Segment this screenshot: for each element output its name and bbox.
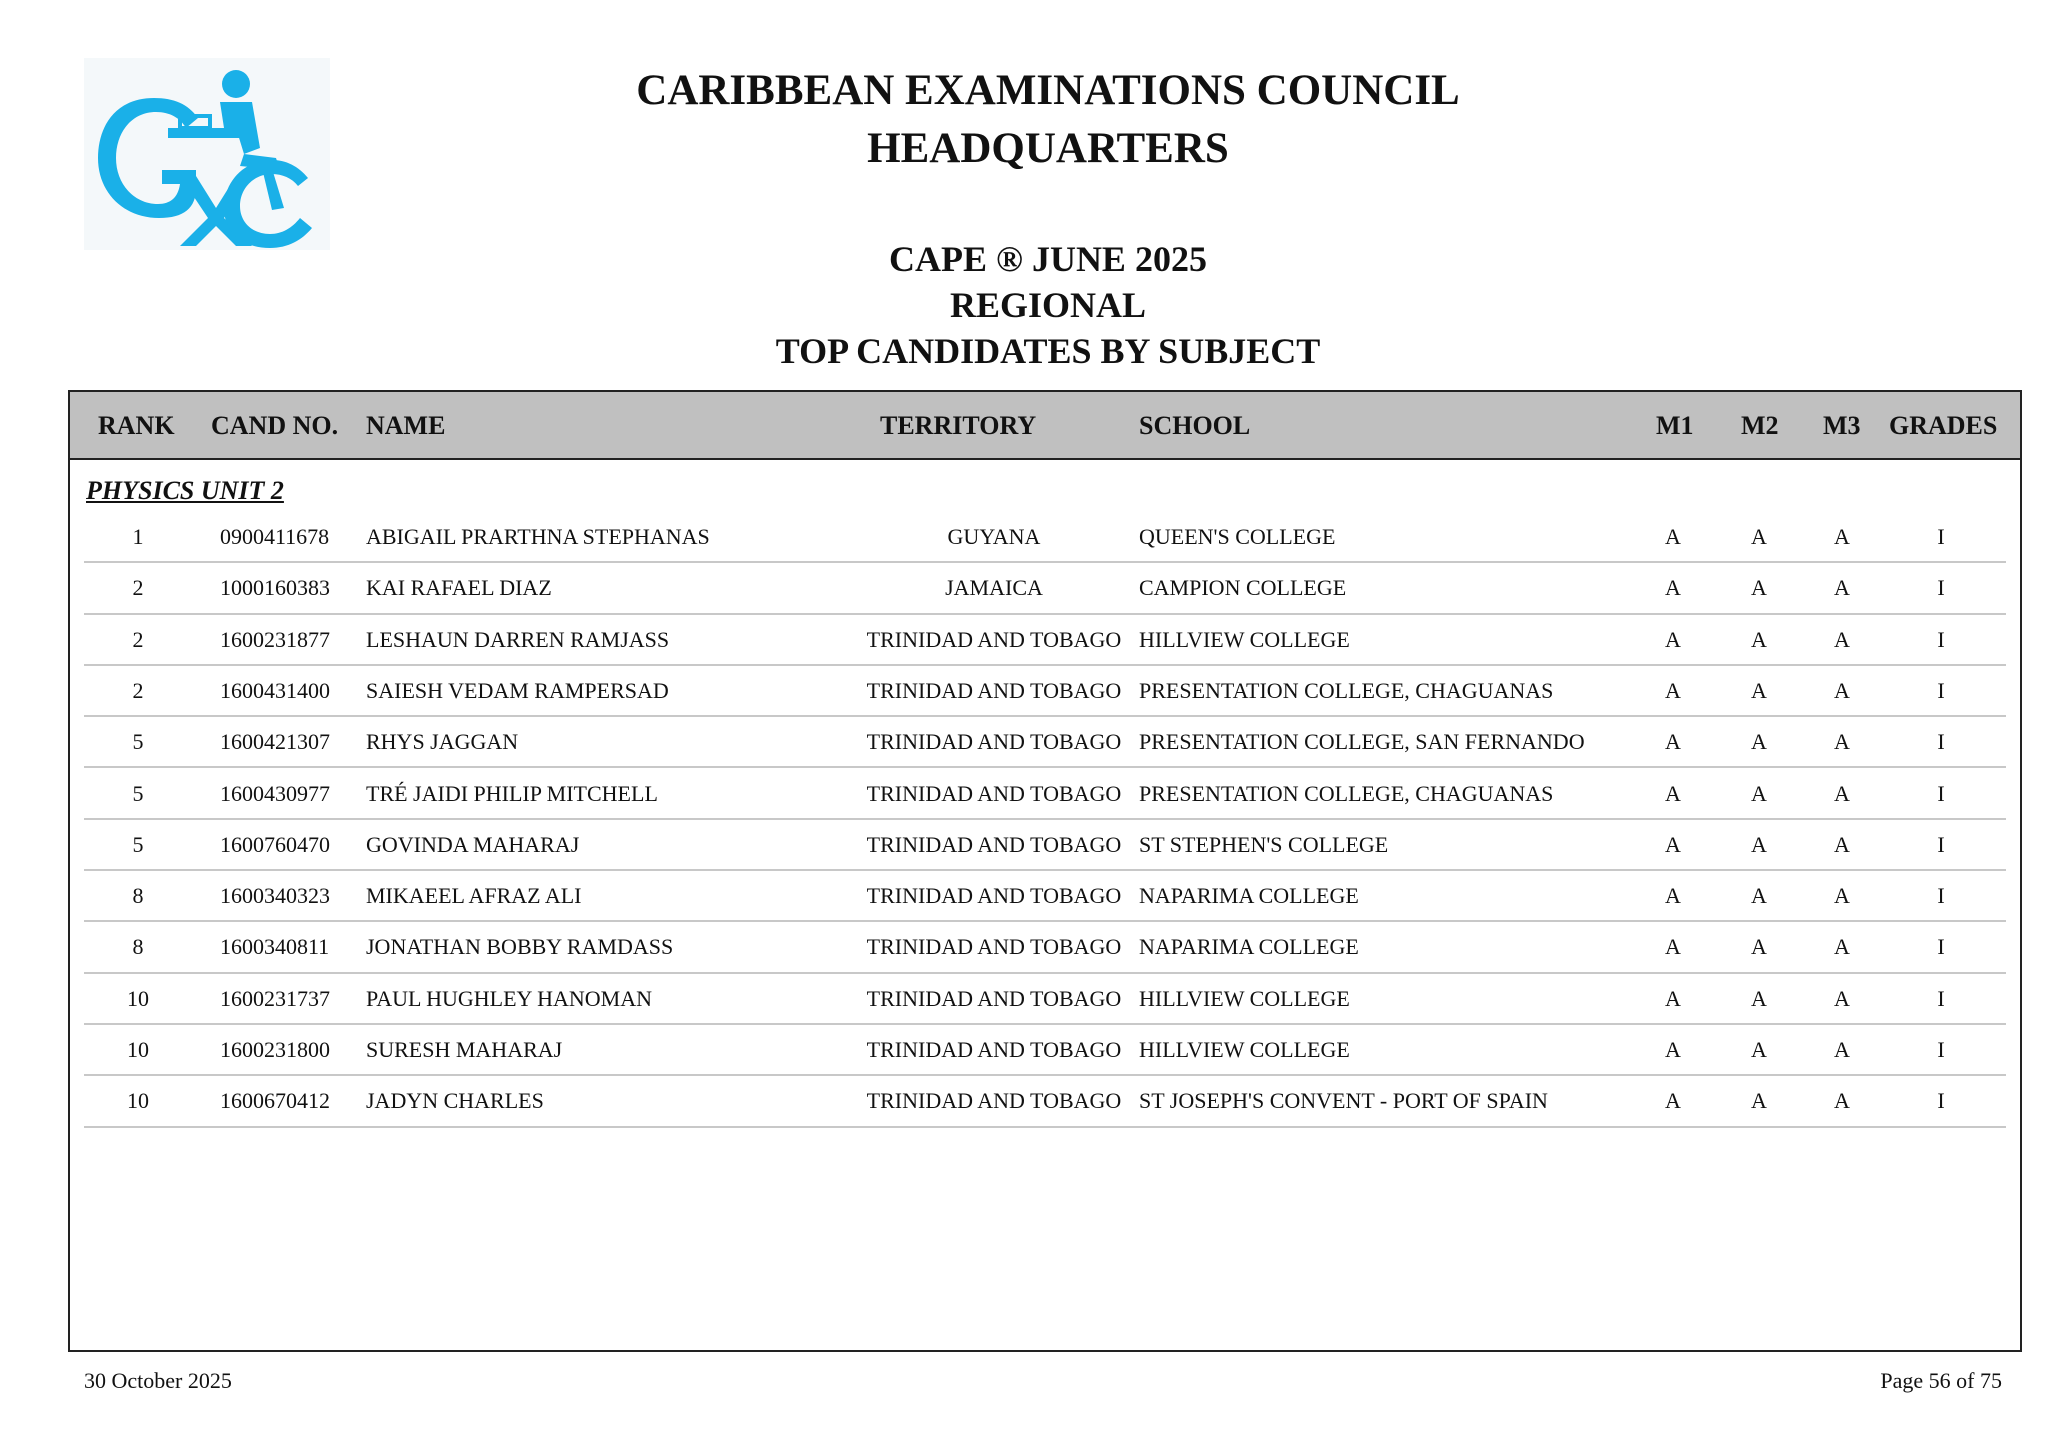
name-cell: SURESH MAHARAJ [366, 1037, 563, 1062]
grade-cell: I [1937, 677, 1945, 703]
m2-cell: A [1751, 780, 1767, 806]
name-cell: GOVINDA MAHARAJ [366, 831, 580, 857]
school-cell: HILLVIEW COLLEGE [1139, 985, 1350, 1011]
m2-cell: A [1751, 985, 1767, 1011]
school-cell: PRESENTATION COLLEGE, CHAGUANAS [1139, 677, 1554, 703]
col-school: SCHOOL [1139, 411, 1251, 440]
m1-cell: A [1665, 883, 1681, 909]
grade-cell: I [1937, 780, 1945, 806]
table-row [84, 820, 2006, 871]
grade-cell: I [1937, 883, 1945, 909]
table-row [84, 1076, 2006, 1127]
name-cell: LESHAUN DARREN RAMJASS [366, 626, 670, 652]
m2-cell: A [1751, 1088, 1767, 1114]
grade-cell: I [1937, 729, 1945, 755]
cand-no-cell: 1600340323 [220, 883, 330, 909]
cand-no-cell: 1600760470 [220, 831, 330, 857]
col-territory: TERRITORY [880, 411, 1037, 440]
rank-cell: 2 [132, 626, 144, 652]
name-cell: SAIESH VEDAM RAMPERSAD [366, 677, 669, 703]
m2-cell: A [1751, 883, 1767, 909]
rank-cell: 5 [132, 729, 144, 755]
school-cell: CAMPION COLLEGE [1139, 575, 1347, 601]
m3-cell: A [1834, 1088, 1850, 1114]
m3-cell: A [1834, 934, 1850, 960]
name-cell: ABIGAIL PRARTHNA STEPHANAS [366, 524, 710, 549]
rank-cell: 10 [127, 1088, 149, 1114]
territory-cell: TRINIDAD AND TOBAGO [866, 729, 1122, 755]
m1-cell: A [1665, 1088, 1681, 1114]
name-cell: MIKAEEL AFRAZ ALI [366, 883, 582, 909]
cand-no-cell: 1600231800 [220, 1037, 330, 1062]
table-row [84, 615, 2006, 666]
school-cell: QUEEN'S COLLEGE [1139, 524, 1336, 549]
school-cell: ST JOSEPH'S CONVENT - PORT OF SPAIN [1139, 1088, 1548, 1114]
m3-cell: A [1834, 677, 1850, 703]
m3-cell: A [1834, 985, 1850, 1011]
rank-cell: 8 [132, 883, 144, 909]
m1-cell: A [1665, 985, 1681, 1011]
school-cell: HILLVIEW COLLEGE [1139, 1037, 1350, 1062]
col-name: NAME [366, 411, 446, 440]
school-cell: PRESENTATION COLLEGE, CHAGUANAS [1139, 780, 1554, 806]
table-row [84, 769, 2006, 820]
territory-cell: TRINIDAD AND TOBAGO [866, 1037, 1122, 1062]
m3-cell: A [1834, 626, 1850, 652]
grade-cell: I [1937, 575, 1945, 601]
cand-no-cell: 1600670412 [220, 1088, 330, 1114]
grade-cell: I [1937, 985, 1945, 1011]
table-row [84, 512, 2006, 563]
council-subtitle: HEADQUARTERS [867, 125, 1229, 172]
territory-cell: TRINIDAD AND TOBAGO [866, 934, 1122, 960]
territory-cell: TRINIDAD AND TOBAGO [866, 985, 1122, 1011]
table-header [70, 392, 2020, 460]
grade-cell: I [1937, 626, 1945, 652]
col-m3: M3 [1823, 411, 1861, 440]
m3-cell: A [1834, 831, 1850, 857]
m1-cell: A [1665, 677, 1681, 703]
table-row [84, 1025, 2006, 1076]
m2-cell: A [1751, 575, 1767, 601]
rank-cell: 5 [132, 780, 144, 806]
rank-cell: 10 [127, 985, 149, 1011]
report-date: 30 October 2025 [84, 1368, 232, 1393]
rank-cell: 2 [132, 677, 144, 703]
territory-cell: TRINIDAD AND TOBAGO [866, 677, 1122, 703]
cand-no-cell: 1600340811 [220, 934, 330, 960]
grade-cell: I [1937, 934, 1945, 960]
m2-cell: A [1751, 729, 1767, 755]
table-row [84, 563, 2006, 614]
col-m2: M2 [1741, 411, 1779, 440]
cand-no-cell: 1600431400 [220, 677, 330, 703]
school-cell: NAPARIMA COLLEGE [1139, 934, 1359, 960]
territory-cell: TRINIDAD AND TOBAGO [866, 626, 1122, 652]
rank-cell: 8 [132, 934, 144, 960]
grade-cell: I [1937, 1088, 1945, 1114]
col-rank: RANK [98, 411, 175, 440]
grade-cell: I [1937, 1037, 1945, 1062]
territory-cell: JAMAICA [945, 575, 1043, 601]
section-title: PHYSICS UNIT 2 [86, 476, 284, 505]
school-cell: NAPARIMA COLLEGE [1139, 883, 1359, 909]
m3-cell: A [1834, 780, 1850, 806]
report-title: TOP CANDIDATES BY SUBJECT [775, 331, 1321, 371]
m2-cell: A [1751, 831, 1767, 857]
m1-cell: A [1665, 1037, 1681, 1062]
council-title: CARIBBEAN EXAMINATIONS COUNCIL [636, 67, 1460, 114]
cand-no-cell: 1600430977 [220, 780, 330, 806]
m1-cell: A [1665, 934, 1681, 960]
name-cell: JONATHAN BOBBY RAMDASS [366, 934, 674, 960]
m1-cell: A [1665, 780, 1681, 806]
exam-title: CAPE ® JUNE 2025 [889, 239, 1207, 279]
m3-cell: A [1834, 729, 1850, 755]
results-table [68, 390, 2022, 1352]
rank-cell: 2 [132, 575, 144, 601]
school-cell: ST STEPHEN'S COLLEGE [1139, 831, 1389, 857]
m3-cell: A [1834, 524, 1850, 549]
territory-cell: TRINIDAD AND TOBAGO [866, 883, 1122, 909]
m1-cell: A [1665, 729, 1681, 755]
cand-no-cell: 1600231737 [220, 985, 330, 1011]
m1-cell: A [1665, 626, 1681, 652]
cand-no-cell: 0900411678 [220, 524, 330, 549]
col-cand-no: CAND NO. [211, 411, 339, 440]
name-cell: PAUL HUGHLEY HANOMAN [366, 985, 652, 1011]
school-cell: PRESENTATION COLLEGE, SAN FERNANDO [1139, 729, 1585, 755]
table-row [84, 666, 2006, 717]
scope-title: REGIONAL [949, 285, 1147, 325]
m2-cell: A [1751, 524, 1767, 549]
cand-no-cell: 1600421307 [220, 729, 330, 755]
col-grades: GRADES [1889, 411, 1998, 440]
cand-no-cell: 1600231877 [220, 626, 330, 652]
grade-cell: I [1937, 831, 1945, 857]
m2-cell: A [1751, 677, 1767, 703]
rank-cell: 5 [132, 831, 144, 857]
name-cell: TRÉ JAIDI PHILIP MITCHELL [366, 780, 658, 806]
m3-cell: A [1834, 883, 1850, 909]
m2-cell: A [1751, 934, 1767, 960]
territory-cell: GUYANA [947, 524, 1041, 549]
territory-cell: TRINIDAD AND TOBAGO [866, 1088, 1122, 1114]
m2-cell: A [1751, 626, 1767, 652]
grade-cell: I [1937, 524, 1945, 549]
m3-cell: A [1834, 1037, 1850, 1062]
table-row [84, 717, 2006, 768]
cand-no-cell: 1000160383 [220, 575, 330, 601]
m2-cell: A [1751, 1037, 1767, 1062]
m1-cell: A [1665, 575, 1681, 601]
m1-cell: A [1665, 524, 1681, 549]
m1-cell: A [1665, 831, 1681, 857]
school-cell: HILLVIEW COLLEGE [1139, 626, 1350, 652]
col-m1: M1 [1656, 411, 1694, 440]
name-cell: RHYS JAGGAN [366, 729, 519, 755]
table-row [84, 974, 2006, 1025]
name-cell: JADYN CHARLES [366, 1088, 544, 1114]
territory-cell: TRINIDAD AND TOBAGO [866, 780, 1122, 806]
table-row [84, 922, 2006, 973]
rank-cell: 1 [132, 524, 144, 549]
m3-cell: A [1834, 575, 1850, 601]
page-number: Page 56 of 75 [1880, 1368, 2002, 1393]
rank-cell: 10 [127, 1037, 149, 1062]
name-cell: KAI RAFAEL DIAZ [366, 575, 552, 601]
territory-cell: TRINIDAD AND TOBAGO [866, 831, 1122, 857]
table-row [84, 871, 2006, 922]
